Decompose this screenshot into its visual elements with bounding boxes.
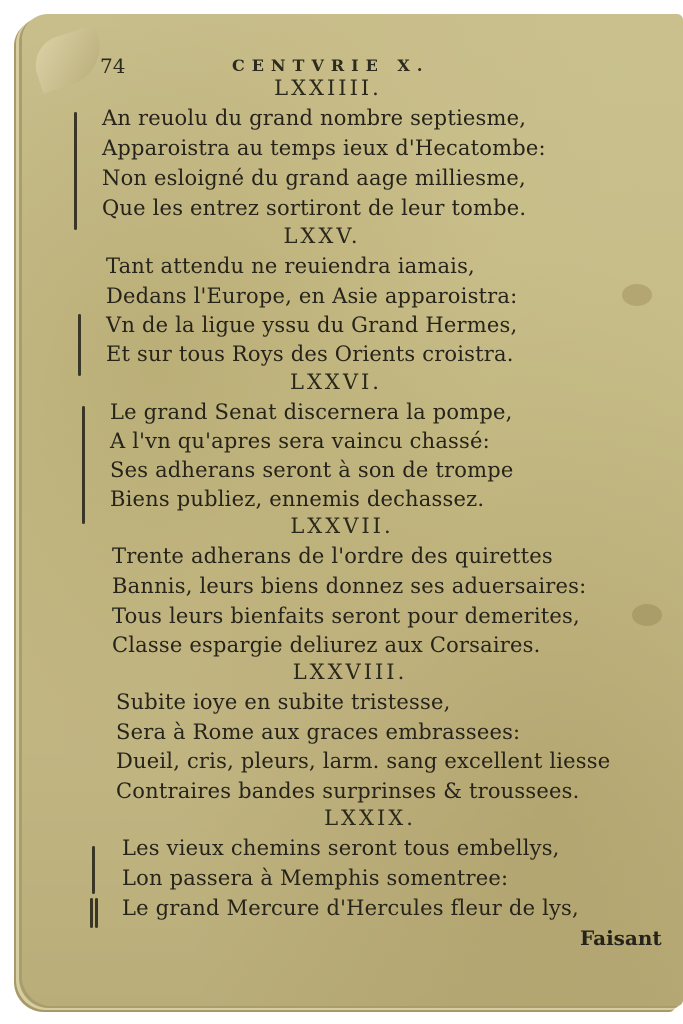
quatrain-numeral: LXXIX.	[324, 806, 416, 830]
margin-mark	[82, 406, 85, 524]
verse-line: Contraires bandes surprinses & troussees.	[116, 779, 580, 803]
verse-line: Et sur tous Roys des Orients croistra.	[106, 342, 514, 366]
paper-stain	[622, 284, 652, 306]
verse-line: Non esloigné du grand aage milliesme,	[102, 166, 526, 190]
verse-line: Tous leurs bienfaits seront pour demerites,	[112, 604, 580, 628]
verse-line: Sera à Rome aux graces embrassees:	[116, 720, 521, 744]
page-number: 74	[100, 54, 126, 78]
quatrain-numeral: LXXVIII.	[292, 660, 408, 684]
verse-line: Subite ioye en subite tristesse,	[116, 690, 451, 714]
quatrain-numeral: LXXIIII.	[274, 76, 382, 100]
verse-line: Vn de la ligue yssu du Grand Hermes,	[106, 313, 518, 337]
verse-line: An reuolu du grand nombre septiesme,	[102, 106, 527, 130]
paper-stain	[632, 604, 662, 626]
verse-line: Que les entrez sortiront de leur tombe.	[102, 196, 527, 220]
margin-mark	[92, 846, 95, 894]
verse-line: A l'vn qu'apres sera vaincu chassé:	[110, 429, 490, 453]
quatrain-numeral: LXXV.	[283, 224, 361, 248]
running-head: CENTVRIE X.	[232, 56, 430, 75]
verse-line: Les vieux chemins seront tous embellys,	[122, 836, 560, 860]
verse-line: Apparoistra au temps ieux d'Hecatombe:	[102, 136, 546, 160]
quatrain-numeral: LXXVII.	[290, 514, 394, 538]
verse-line: Le grand Mercure d'Hercules fleur de lys,	[122, 896, 579, 920]
verse-line: Tant attendu ne reuiendra iamais,	[106, 254, 475, 278]
margin-mark	[74, 112, 77, 230]
book-page	[22, 14, 683, 1006]
margin-mark	[78, 314, 81, 376]
quatrain-numeral: LXXVI.	[290, 370, 382, 394]
verse-line: Le grand Senat discernera la pompe,	[110, 400, 513, 424]
catchword: Faisant	[580, 926, 662, 950]
verse-line: Classe espargie deliurez aux Corsaires.	[112, 633, 541, 657]
verse-line: Ses adherans seront à son de trompe	[110, 458, 514, 482]
margin-mark	[90, 898, 93, 928]
verse-line: Dedans l'Europe, en Asie apparoistra:	[106, 284, 518, 308]
verse-line: Dueil, cris, pleurs, larm. sang excellent liesse	[116, 749, 611, 773]
verse-line: Biens publiez, ennemis dechassez.	[110, 487, 485, 511]
verse-line: Trente adherans de l'ordre des quirettes	[112, 544, 553, 568]
verse-line: Bannis, leurs biens donnez ses aduersaires:	[112, 574, 587, 598]
margin-mark	[95, 898, 98, 928]
verse-line: Lon passera à Memphis somentree:	[122, 866, 509, 890]
